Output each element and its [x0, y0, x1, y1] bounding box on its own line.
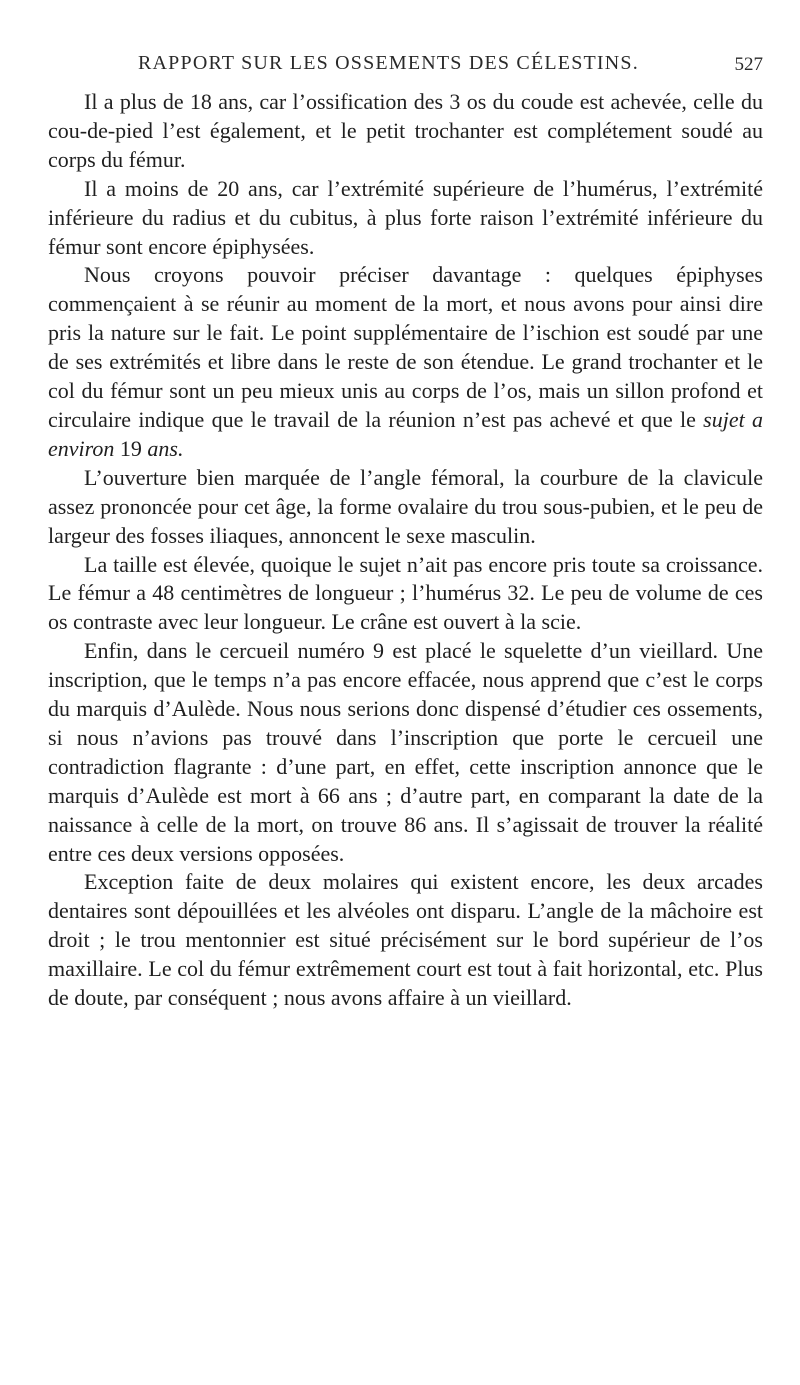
paragraph-epiphyses-text: Nous croyons pouvoir préciser davantage : quelques épiphyses commençaient à se réunir au moment de la mort, et nous avons pour ainsi dire pris la nature sur le fait. Le point supplémentaire de l’ischion est soudé par une de ses extrémités et libre dans le reste de son étendue. Le grand trochanter et le col du fémur sont un peu mieux unis au corps de l’os, mais un sillon profond et circulaire indique que le travail de la réunion n’est pas achevé et que le: [48, 262, 763, 432]
paragraph-taille: La taille est élevée, quoique le sujet n’ait pas encore pris toute sa croissance. Le fémur a 48 centimètres de longueur ; l’humérus 32. Le peu de volume de ces os contraste avec leur longueur. Le crâne est ouvert à la scie.: [48, 551, 763, 635]
document-page: [48, 52, 763, 1013]
running-head: RAPPORT SUR LES OSSEMENTS DES CÉLESTINS.: [138, 52, 639, 74]
paragraph-moins-de-20-ans: Il a moins de 20 ans, car l’extrémité supérieure de l’humérus, l’extrémité inférieure du radius et du cubitus, à plus forte raison l’extrémité inférieure du fémur sont encore épiphysées.: [48, 175, 763, 259]
paragraph-vieillard: Exception faite de deux molaires qui existent encore, les deux arcades dentaires sont dépouillées et les alvéoles ont disparu. L’angle de la mâchoire est droit ; le trou mentonnier est situé précisément sur le bord supérieur de l’os maxillaire. Le col du fémur extrêmement court est tout à fait horizontal, etc. Plus de doute, par conséquent ; nous avons affaire à un vieillard.: [48, 869, 763, 1011]
page-header: [48, 52, 763, 84]
page-number: 527: [734, 54, 763, 75]
paragraph-ossification: Il a plus de 18 ans, car l’ossification des 3 os du coude est achevée, celle du cou-de-pied l’est également, et le petit trochanter est complétement soudé au corps du fémur.: [48, 89, 763, 172]
body-text: [48, 88, 763, 1013]
paragraph-epiphyses-age: 19: [114, 435, 148, 461]
paragraph-epiphyses-italic-end: ans.: [147, 435, 184, 461]
paragraph-sexe-masculin: L’ouverture bien marquée de l’angle fémoral, la courbure de la clavicule assez prononcée pour cet âge, la forme ovalaire du trou sous-pubien, et le peu de largeur des fosses iliaques, annoncent le sexe masculin.: [48, 464, 763, 548]
paragraph-marquis-aulede: Enfin, dans le cercueil numéro 9 est placé le squelette d’un vieillard. Une inscription, que le temps n’a pas encore effacée, nous apprend que c’est le corps du marquis d’Aulède. Nous nous serions donc dispensé d’étudier ces ossements, si nous n’avions pas trouvé dans l’inscription que porte le cercueil une contradiction flagrante : d’une part, en effet, cette inscription annonce que le marquis d’Aulède est mort à 66 ans ; d’autre part, en comparant la date de la naissance à celle de la mort, on trouve 86 ans. Il s’agissait de trouver la réalité entre ces deux versions opposées.: [48, 638, 763, 866]
paragraph-epiphyses: [48, 261, 763, 463]
paragraph-epiphyses-italic: sujet a environ: [48, 406, 763, 461]
